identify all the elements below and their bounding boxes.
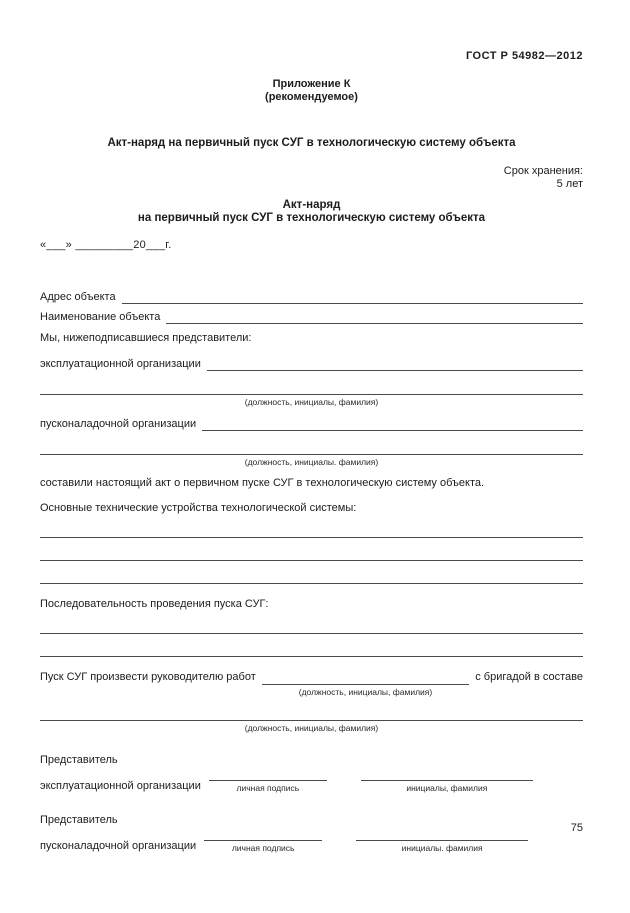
page-number: 75 [570, 822, 583, 834]
name-blank [356, 827, 528, 853]
appendix-heading [40, 78, 583, 104]
position-name-caption: (должность, инициалы, фамилия) [298, 687, 433, 697]
blank-line [40, 611, 583, 634]
position-name-caption: (должность, инициалы, фамилия) [244, 723, 379, 733]
blank-line [209, 767, 327, 781]
initials-surname-caption: инициалы, фамилия [406, 783, 488, 793]
signature-block-operating [40, 753, 583, 793]
retention-label: Срок хранения: [503, 165, 583, 177]
personal-signature-caption: личная подпись [231, 843, 295, 853]
form-title-line1: Акт-наряд [282, 199, 341, 211]
retention-block [40, 165, 583, 191]
operating-org-blank-line [207, 357, 583, 371]
brigade-details [40, 707, 583, 733]
address-row [40, 290, 583, 304]
launch-prefix: Пуск СУГ произвести руководителю работ [40, 671, 256, 683]
blank-line [40, 634, 583, 657]
document-title: Акт-наряд на первичный пуск СУГ в технологическую систему объекта [107, 137, 516, 149]
signer-role-line2: эксплуатационной организации [40, 780, 201, 792]
signer-role-line2: пусконаладочной организации [40, 840, 197, 852]
personal-signature-caption: личная подпись [236, 783, 300, 793]
launch-suffix: с бригадой в составе [475, 671, 583, 683]
blank-line [40, 441, 583, 455]
sequence-heading: Последовательность проведения пуска СУГ: [40, 598, 269, 610]
signer-role-line1: Представитель [40, 814, 118, 826]
address-blank-line [122, 290, 583, 304]
date-line: «___» _________20___г. [40, 239, 172, 251]
gost-reference: ГОСТ Р 54982—2012 [465, 50, 583, 62]
operating-org-row [40, 357, 583, 371]
blank-line [262, 671, 469, 685]
object-name-label: Наименование объекта [40, 311, 161, 323]
address-label: Адрес объекта [40, 291, 116, 303]
retention-value: 5 лет [556, 178, 583, 190]
initials-surname-caption: инициалы. фамилия [401, 843, 483, 853]
blank-line [356, 827, 528, 841]
appendix-label: Приложение К [272, 78, 351, 90]
signature-block-commissioning [40, 813, 583, 853]
object-name-blank-line [166, 310, 583, 324]
position-name-caption: (должность, инициалы, фамилия) [244, 397, 379, 407]
blank-line [40, 515, 583, 538]
position-name-caption: (должность, инициалы. фамилия) [244, 457, 379, 467]
blank-line [361, 767, 533, 781]
operating-org-label: эксплуатационной организации [40, 358, 201, 370]
commissioning-org-blank-line [202, 417, 583, 431]
signature-row [40, 767, 583, 793]
signature-blank [209, 767, 327, 793]
form-title-line2: на первичный пуск СУГ в технологическую систему объекта [137, 212, 486, 224]
signature-row [40, 827, 583, 853]
blank-line [40, 538, 583, 561]
sequence-blank-lines [40, 611, 583, 657]
form-title [40, 199, 583, 225]
signature-blank [204, 827, 322, 853]
devices-heading: Основные технические устройства технологической системы: [40, 502, 357, 514]
devices-blank-lines [40, 515, 583, 584]
blank-line [40, 561, 583, 584]
signatories-intro: Мы, нижеподписавшиеся представители: [40, 332, 252, 344]
appendix-note: (рекомендуемое) [265, 91, 358, 103]
blank-line [40, 707, 583, 721]
object-name-row [40, 310, 583, 324]
blank-line [40, 381, 583, 395]
commissioning-org-details [40, 441, 583, 467]
blank-line [204, 827, 322, 841]
act-statement: составили настоящий акт о первичном пуске СУГ в технологическую систему объекта. [40, 477, 485, 489]
signer-role-line1: Представитель [40, 754, 118, 766]
launch-blank [262, 671, 469, 697]
operating-org-details [40, 381, 583, 407]
launch-row [40, 671, 583, 697]
commissioning-org-row [40, 417, 583, 431]
name-blank [361, 767, 533, 793]
commissioning-org-label: пусконаладочной организации [40, 418, 197, 430]
